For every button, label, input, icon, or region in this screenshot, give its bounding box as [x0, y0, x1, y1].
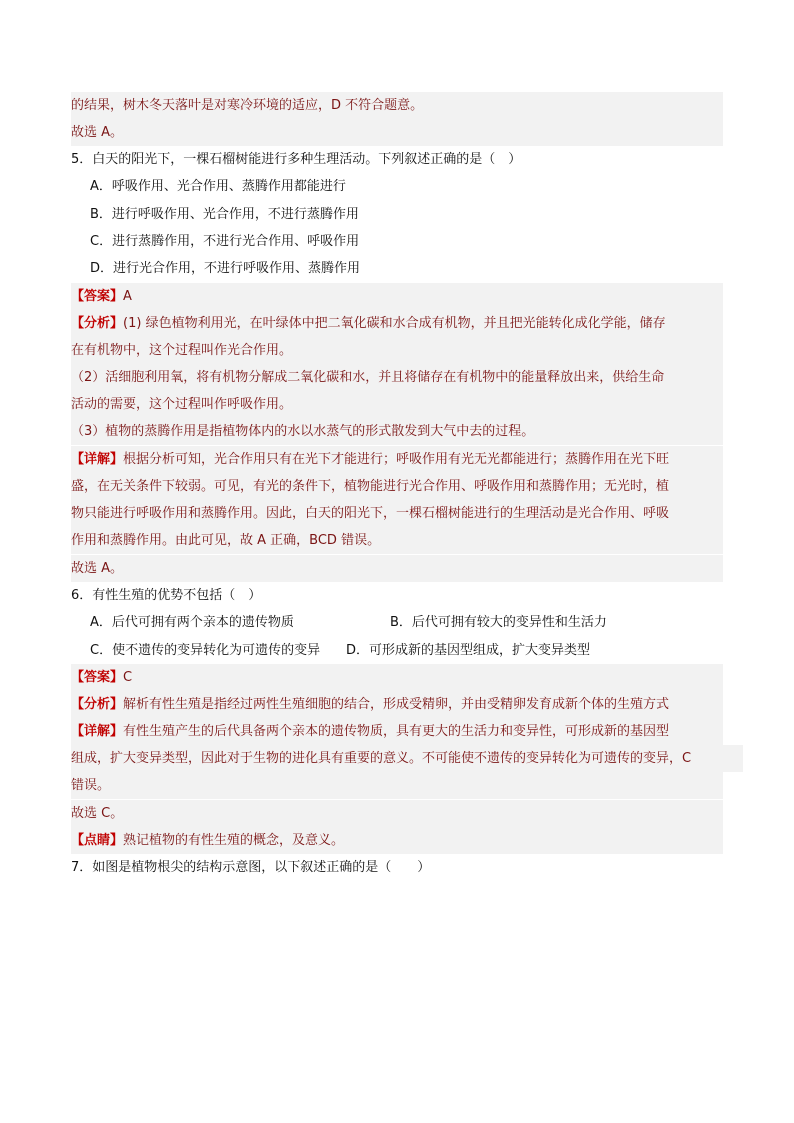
- detail-text: 有性生殖产生的后代具备两个亲本的遗传物质，具有更大的生活力和变异性，可形成新的基因型: [123, 724, 670, 739]
- q5-detail-line-4: 作用和蒸腾作用。由此可见，故 A 正确，BCD 错误。: [71, 527, 723, 554]
- q6-detail-line-2: 组成，扩大变异类型，因此对于生物的进化具有重要的意义。不可能使不遗传的变异转化为可遗传的变异，C: [71, 745, 743, 772]
- tip-tag: 【点睛】: [71, 833, 124, 848]
- q6-detail-line-1: [71, 718, 723, 745]
- q5-detail-line-3: 物只能进行呼吸作用和蒸腾作用。因此，白天的阳光下，一棵石榴树能进行的生理活动是光合作用、呼吸: [71, 500, 723, 527]
- q6-question: 6．有性生殖的优势不包括（ ）: [71, 588, 262, 603]
- q5-answer: [71, 283, 723, 310]
- q6-detail-line-3: 错误。: [71, 772, 723, 799]
- analysis-tag: 【分析】: [71, 697, 124, 712]
- q4-final-answer: 故选 A。: [71, 119, 723, 146]
- q5-analysis-line-1: [71, 310, 723, 337]
- q5-analysis-line-5: （3）植物的蒸腾作用是指植物体内的水以水蒸气的形式散发到大气中去的过程。: [71, 418, 723, 445]
- detail-tag: 【详解】: [71, 452, 124, 467]
- q5-analysis-line-4: 活动的需要，这个过程叫作呼吸作用。: [71, 391, 723, 418]
- q5-option-d: D．进行光合作用，不进行呼吸作用、蒸腾作用: [90, 261, 361, 276]
- answer-tag: 【答案】: [71, 289, 124, 304]
- q5-option-b: B．进行呼吸作用、光合作用，不进行蒸腾作用: [90, 207, 359, 222]
- analysis-tag: 【分析】: [71, 316, 124, 331]
- q5-option-c: C．进行蒸腾作用，不进行光合作用、呼吸作用: [90, 234, 360, 249]
- q6-final-answer: 故选 C。: [71, 800, 723, 827]
- q5-detail-line-1: [71, 446, 723, 473]
- q6-option-a: A．后代可拥有两个亲本的遗传物质: [90, 615, 294, 630]
- q6-options-row-2: [90, 637, 742, 664]
- q5-detail-line-2: 盛，在无关条件下较弱。可见，有光的条件下，植物能进行光合作用、呼吸作用和蒸腾作用；无光时，植: [71, 473, 723, 500]
- q4-explanation-tail: 的结果，树木冬天落叶是对寒冷环境的适应，D 不符合题意。: [71, 92, 723, 119]
- answer-value: A: [123, 289, 132, 304]
- q5-final-answer: 故选 A。: [71, 555, 723, 582]
- q5-analysis-line-3: （2）活细胞利用氧，将有机物分解成二氧化碳和水，并且将储存在有机物中的能量释放出来，供给生命: [71, 364, 723, 391]
- detail-tag: 【详解】: [71, 724, 124, 739]
- tip-text: 熟记植物的有性生殖的概念，及意义。: [123, 833, 345, 848]
- q5-question: 5．白天的阳光下，一棵石榴树能进行多种生理活动。下列叙述正确的是（ ）: [71, 152, 522, 167]
- analysis-text: (1) 绿色植物利用光，在叶绿体中把二氧化碳和水合成有机物，并且把光能转化成化学能，储存: [123, 316, 666, 331]
- q6-option-c: C．使不遗传的变异转化为可遗传的变异: [90, 643, 321, 658]
- q6-answer: [71, 664, 723, 691]
- q7-question: 7．如图是植物根尖的结构示意图，以下叙述正确的是（ ）: [71, 860, 431, 875]
- answer-tag: 【答案】: [71, 670, 124, 685]
- q6-option-b: B．后代可拥有较大的变异性和生活力: [390, 615, 607, 630]
- q6-options-row-1: [90, 609, 742, 636]
- answer-value: C: [123, 670, 133, 685]
- q6-tip: [71, 827, 723, 854]
- q5-analysis-line-2: 在有机物中，这个过程叫作光合作用。: [71, 337, 723, 364]
- detail-text: 根据分析可知，光合作用只有在光下才能进行；呼吸作用有光无光都能进行；蒸腾作用在光下旺: [123, 452, 670, 467]
- q5-option-a: A．呼吸作用、光合作用、蒸腾作用都能进行: [90, 179, 346, 194]
- analysis-text: 解析有性生殖是指经过两性生殖细胞的结合，形成受精卵，并由受精卵发育成新个体的生殖方式: [123, 697, 670, 712]
- q6-analysis: [71, 691, 723, 718]
- q6-option-d: D．可形成新的基因型组成，扩大变异类型: [346, 643, 591, 658]
